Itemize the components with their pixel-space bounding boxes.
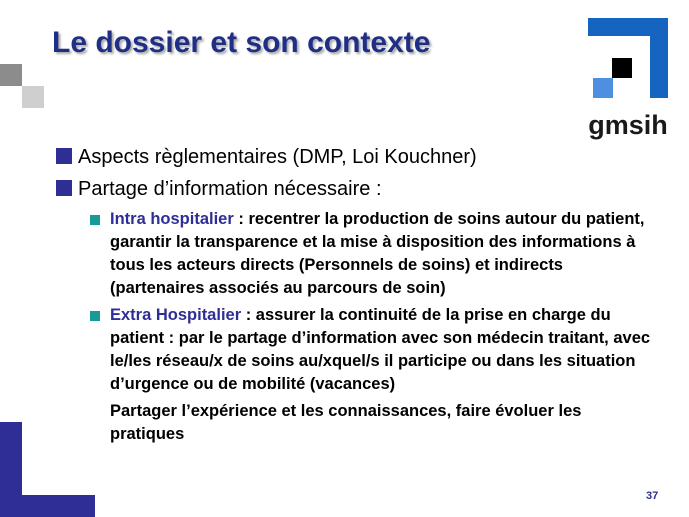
- logo-frame-right: [650, 18, 668, 98]
- sub-bullet-body: Partager l’expérience et les connaissances, faire évoluer les pratiques: [110, 402, 582, 443]
- slide-content: [56, 144, 666, 450]
- sub-bullet-text: [110, 304, 660, 396]
- decorative-bar-horizontal: [0, 495, 95, 517]
- logo-black-square: [612, 58, 632, 78]
- square-bullet-icon: [56, 180, 72, 196]
- sub-bullet-item: [90, 304, 666, 396]
- logo-mark: [588, 18, 668, 98]
- sub-bullet-body: : recentrer la production de soins autour du patient, garantir la transparence et la mise à disposition des informations à tous les acteurs directs (Personnels de soins) et indirects (partenaires associés au parcours de soin): [110, 210, 645, 297]
- square-bullet-icon: [56, 148, 72, 164]
- small-square-bullet-icon: [90, 215, 100, 225]
- decorative-square-light: [22, 86, 44, 108]
- sub-bullet-list: [90, 208, 666, 446]
- sub-bullet-body: : assurer la continuité de la prise en charge du patient : par le partage d’information avec son médecin traitant, avec le/les réseau/x de soins au/xquel/s il participe ou dans les situation d’urgence ou de mobilité (vacances): [110, 306, 651, 393]
- logo-text: gmsih: [588, 110, 668, 140]
- bullet-item: [56, 144, 666, 170]
- sub-bullet-text: [110, 208, 660, 300]
- bullet-text: Partage d’information nécessaire :: [78, 178, 382, 200]
- sub-bullet-item: [90, 208, 666, 300]
- decorative-square-dark: [0, 64, 22, 86]
- bullet-text: Aspects règlementaires (DMP, Loi Kouchner): [78, 146, 477, 168]
- logo-blue-square: [593, 78, 613, 98]
- bullet-item: [56, 176, 666, 202]
- gmsih-logo: [583, 18, 673, 148]
- small-square-bullet-icon: [90, 311, 100, 321]
- page-number: 37: [646, 490, 659, 502]
- bullet-spacer: [90, 407, 100, 417]
- sub-bullet-lead: Intra hospitalier: [110, 210, 234, 228]
- sub-bullet-lead: Extra Hospitalier: [110, 306, 242, 324]
- sub-bullet-text: [110, 400, 660, 446]
- sub-bullet-item: [90, 400, 666, 446]
- slide-title: Le dossier et son contexte: [52, 26, 431, 59]
